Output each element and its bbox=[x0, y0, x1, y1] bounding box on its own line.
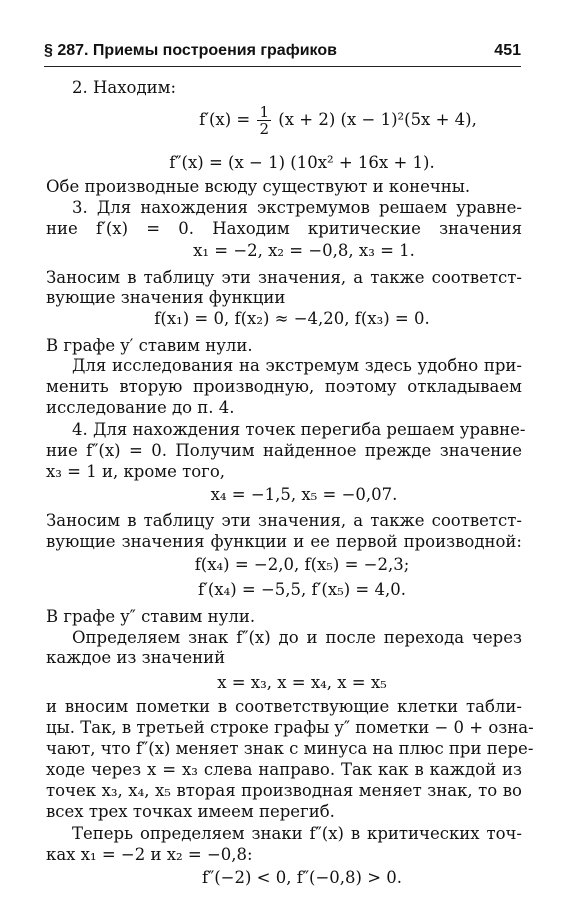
paragraph-line: Заносим в таблицу эти значения, а также соответст- bbox=[46, 511, 522, 530]
paragraph-line: чают, что f″(x) меняет знак с минуса на плюс при пере- bbox=[46, 739, 534, 758]
page-number: 451 bbox=[494, 42, 521, 59]
paragraph-line: каждое из значений bbox=[46, 648, 226, 667]
paragraph-line: В графе y′ ставим нули. bbox=[46, 336, 253, 355]
paragraph-line: Определяем знак f″(x) до и после перехода через bbox=[72, 628, 522, 647]
formula-inflection-points: x₄ = −1,5, x₅ = −0,07. bbox=[210, 485, 398, 504]
paragraph-line: исследование до п. 4. bbox=[46, 398, 235, 417]
fraction-numerator: 1 bbox=[259, 103, 270, 121]
formula-transition-points: x = x₃, x = x₄, x = x₅ bbox=[217, 673, 387, 692]
formula-part: f′(x) = bbox=[199, 110, 251, 129]
fraction bbox=[257, 104, 271, 137]
running-header bbox=[44, 40, 521, 67]
paragraph-line: вующие значения функции и ее первой производной: bbox=[46, 532, 522, 551]
formula-second-derivative-signs: f″(−2) < 0, f″(−0,8) > 0. bbox=[201, 868, 403, 887]
paragraph-line: 2. Находим: bbox=[72, 78, 177, 97]
paragraph-line: ходе через x = x₃ слева направо. Так как в каждой из bbox=[46, 760, 522, 779]
paragraph-line: 4. Для нахождения точек перегиба решаем уравне- bbox=[72, 420, 526, 439]
paragraph-line: вующие значения функции bbox=[46, 288, 286, 307]
paragraph-line: менить вторую производную, поэтому откладываем bbox=[46, 377, 522, 396]
paragraph-line: 3. Для нахождения экстремумов решаем уравне- bbox=[72, 198, 522, 217]
formula-second-derivative: f″(x) = (x − 1) (10x² + 16x + 1). bbox=[169, 153, 435, 172]
paragraph-line: точек x₃, x₄, x₅ вторая производная меняет знак, то во bbox=[46, 781, 522, 800]
paragraph-line: Заносим в таблицу эти значения, а также соответст- bbox=[46, 268, 522, 287]
paragraph-line: x₃ = 1 и, кроме того, bbox=[46, 462, 226, 481]
paragraph-line: Обе производные всюду существуют и конечны. bbox=[46, 177, 471, 196]
section-title: § 287. Приемы построения графиков bbox=[44, 42, 337, 59]
paragraph-line: Теперь определяем знаки f″(x) в критических точ- bbox=[72, 824, 522, 843]
fraction-denominator: 2 bbox=[259, 120, 270, 138]
formula-values-at-inflection: f(x₄) = −2,0, f(x₅) = −2,3; bbox=[194, 555, 410, 574]
formula-critical-points: x₁ = −2, x₂ = −0,8, x₃ = 1. bbox=[193, 241, 415, 260]
paragraph-line: ках x₁ = −2 и x₂ = −0,8: bbox=[46, 845, 253, 864]
paragraph-line: ние f′(x) = 0. Находим критические значения bbox=[46, 219, 522, 238]
formula-derivative-at-inflection: f′(x₄) = −5,5, f′(x₅) = 4,0. bbox=[198, 580, 406, 599]
paragraph-line: В графе y″ ставим нули. bbox=[46, 607, 256, 626]
paragraph-line: цы. Так, в третьей строке графы y″ пометки − 0 + озна- bbox=[46, 718, 534, 737]
paragraph-line: Для исследования на экстремум здесь удобно при- bbox=[72, 356, 522, 375]
paragraph-line: ние f″(x) = 0. Получим найденное прежде значение bbox=[46, 441, 522, 460]
paragraph-line: всех трех точках имеем перегиб. bbox=[46, 802, 335, 821]
paragraph-line: и вносим пометки в соответствующие клетки табли- bbox=[46, 697, 522, 716]
formula-part: (x + 2) (x − 1)²(5x + 4), bbox=[278, 110, 477, 129]
formula-function-values: f(x₁) = 0, f(x₂) ≈ −4,20, f(x₃) = 0. bbox=[154, 309, 430, 328]
formula-first-derivative bbox=[100, 104, 567, 137]
